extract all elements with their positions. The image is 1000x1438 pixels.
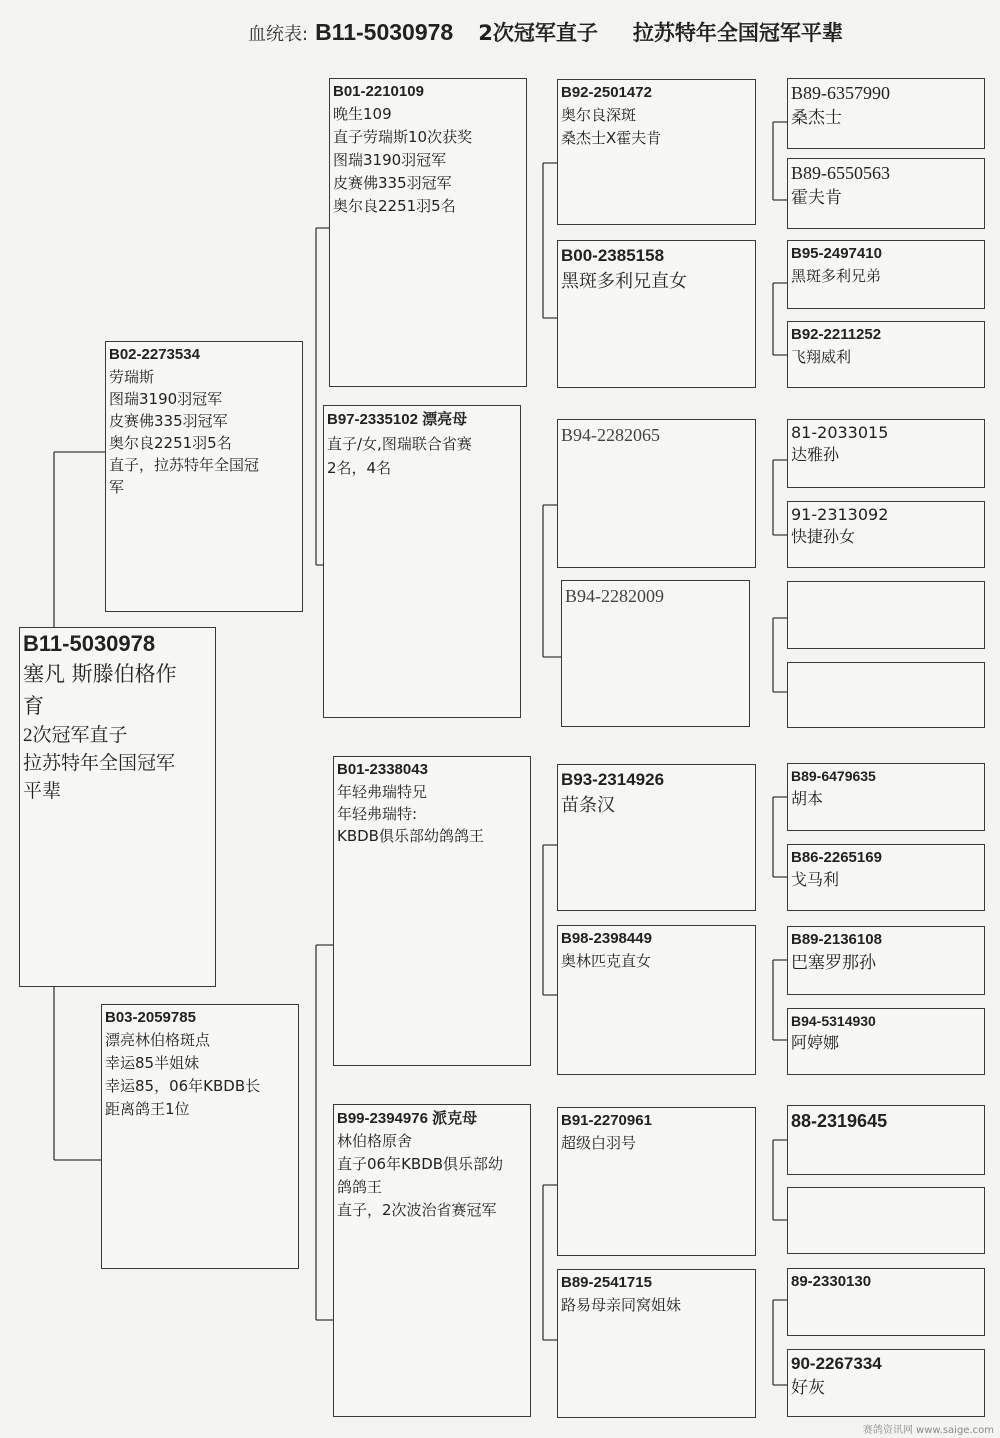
g3-box-4	[557, 764, 756, 911]
dam-line-1: 幸运85半姐妹	[105, 1054, 200, 1072]
g3-line-1-0: 黑斑多利兄直女	[561, 271, 687, 292]
g4-box-7	[787, 662, 985, 728]
dam-sire-ring: B01-2338043	[337, 761, 428, 778]
g4-ring-14: 89-2330130	[791, 1273, 872, 1290]
g3-box-1	[557, 240, 756, 388]
g4-ring-5: 91-2313092	[791, 505, 889, 524]
g4-box-11	[787, 1008, 985, 1075]
g4-box-1	[787, 158, 985, 229]
g4-ring-4: 81-2033015	[791, 423, 889, 442]
sire-dam-box	[323, 405, 521, 718]
g4-ring-2: B95-2497410	[791, 245, 882, 262]
dam-line-2: 幸运85，06年KBDB长	[105, 1077, 261, 1095]
g4-name-2: 黑斑多利兄弟	[791, 267, 882, 285]
g3-ring-6: B91-2270961	[561, 1112, 652, 1129]
sire-line-0: 劳瑞斯	[109, 368, 155, 386]
g4-ring-10: B89-2136108	[791, 931, 882, 948]
g4-box-10	[787, 926, 985, 995]
dam-dam-box	[333, 1104, 531, 1417]
watermark: 赛鸽资讯网 www.saige.com	[862, 1425, 994, 1436]
dam-line-3: 距离鸽王1位	[105, 1100, 190, 1118]
title-tag-2: 拉苏特年全国冠军平辈	[632, 21, 843, 45]
sire-sire-box	[329, 78, 527, 387]
g4-ring-11: B94-5314930	[791, 1013, 876, 1029]
dam-sire-line-0: 年轻弗瑞特兄	[337, 783, 428, 801]
g4-box-6	[787, 581, 985, 649]
g3-ring-7: B89-2541715	[561, 1274, 652, 1291]
g3-line-5-0: 奥林匹克直女	[561, 952, 652, 970]
g4-box-2	[787, 240, 985, 309]
sire-sire-line-0: 晚生109	[333, 105, 392, 123]
g3-box-3	[561, 580, 750, 727]
g4-ring-1: B89-6550563	[791, 163, 890, 183]
g4-ring-9: B86-2265169	[791, 849, 882, 866]
g4-name-4: 达雅孙	[791, 445, 840, 464]
g4-name-10: 巴塞罗那孙	[791, 953, 876, 973]
dam-dam-ring: B99-2394976 派克母	[337, 1110, 478, 1127]
dam-dam-line-2: 鸽鸽王	[337, 1178, 383, 1196]
g3-box-0	[557, 79, 756, 225]
g4-name-9: 戈马利	[791, 870, 840, 889]
sire-dam-line-0: 直子/女,图瑞联合省赛	[327, 435, 472, 453]
g3-line-0-1: 桑杰士X霍夫肯	[561, 129, 662, 147]
subject-box	[19, 627, 216, 987]
g4-box-13	[787, 1187, 985, 1254]
g4-box-9	[787, 844, 985, 911]
dam-dam-line-1: 直子06年KBDB俱乐部幼	[337, 1155, 504, 1173]
subject-line-3: 拉苏特年全国冠军	[23, 753, 176, 774]
sire-box	[105, 341, 303, 612]
dam-ring: B03-2059785	[105, 1009, 196, 1026]
sire-line-5: 军	[109, 478, 125, 496]
g3-ring-5: B98-2398449	[561, 930, 652, 947]
g4-name-3: 飞翔威利	[791, 348, 852, 366]
g4-box-0	[787, 78, 985, 149]
g3-line-7-0: 路易母亲同窝姐妹	[561, 1296, 682, 1314]
sire-line-2: 皮赛佛335羽冠军	[109, 412, 228, 430]
g4-box-5	[787, 501, 985, 568]
dam-sire-box	[333, 756, 531, 1066]
title-tag-1: 2次冠军直子	[478, 21, 598, 45]
g4-name-5: 快捷孙女	[791, 527, 856, 546]
g4-name-15: 好灰	[791, 1378, 825, 1398]
title-label: 血统表:	[248, 24, 309, 45]
dam-line-0: 漂亮林伯格斑点	[105, 1031, 211, 1049]
g3-ring-1: B00-2385158	[561, 246, 665, 265]
subject-ring: B11-5030978	[23, 631, 156, 656]
g4-name-8: 胡本	[791, 789, 824, 808]
g3-line-6-0: 超级白羽号	[561, 1134, 637, 1152]
sire-ring: B02-2273534	[109, 346, 200, 363]
pedigree-title	[248, 14, 988, 50]
dam-sire-line-2: KBDB俱乐部幼鸽鸽王	[337, 827, 484, 845]
sire-dam-ring: B97-2335102 漂亮母	[327, 411, 468, 428]
g3-ring-3: B94-2282009	[565, 586, 664, 606]
g3-ring-4: B93-2314926	[561, 770, 665, 789]
g4-ring-8: B89-6479635	[791, 768, 876, 784]
sire-sire-line-1: 直子劳瑞斯10次获奖	[333, 128, 473, 146]
g4-name-11: 阿婷娜	[791, 1033, 840, 1052]
dam-sire-line-1: 年轻弗瑞特:	[337, 805, 418, 823]
subject-line-0: 塞凡 斯滕伯格作	[23, 662, 177, 686]
sire-sire-line-2: 图瑞3190羽冠军	[333, 151, 447, 169]
g4-name-1: 霍夫肯	[791, 188, 842, 208]
g3-box-6	[557, 1107, 756, 1256]
g4-box-15	[787, 1349, 985, 1417]
sire-line-1: 图瑞3190羽冠军	[109, 390, 223, 408]
sire-sire-ring: B01-2210109	[333, 83, 424, 100]
sire-line-4: 直子，拉苏特年全国冠	[109, 456, 260, 474]
subject-line-4: 平辈	[23, 781, 62, 802]
g3-box-5	[557, 925, 756, 1075]
g3-line-0-0: 奥尔良深斑	[561, 106, 637, 124]
g4-box-4	[787, 419, 985, 488]
sire-sire-line-4: 奥尔良2251羽5名	[333, 197, 456, 215]
g4-box-14	[787, 1268, 985, 1336]
title-ring-number: B11-5030978	[315, 19, 454, 45]
sire-sire-line-3: 皮赛佛335羽冠军	[333, 174, 452, 192]
sire-line-3: 奥尔良2251羽5名	[109, 434, 232, 452]
g4-box-8	[787, 763, 985, 831]
g4-ring-12: 88-2319645	[791, 1111, 888, 1131]
g3-ring-2: B94-2282065	[561, 425, 660, 445]
g3-box-7	[557, 1269, 756, 1418]
g4-box-12	[787, 1105, 985, 1175]
g3-box-2	[557, 419, 756, 568]
g3-line-4-0: 苗条汉	[561, 795, 615, 816]
g4-ring-3: B92-2211252	[791, 326, 882, 343]
dam-box	[101, 1004, 299, 1269]
sire-dam-line-1: 2名，4名	[327, 459, 392, 477]
dam-dam-line-0: 林伯格原舍	[337, 1132, 413, 1150]
g3-ring-0: B92-2501472	[561, 84, 652, 101]
g4-ring-0: B89-6357990	[791, 83, 890, 103]
subject-line-2: 2次冠军直子	[23, 725, 128, 746]
subject-line-1: 育	[23, 694, 44, 718]
dam-dam-line-3: 直子，2次波治省赛冠军	[337, 1201, 497, 1219]
g4-name-0: 桑杰士	[791, 108, 842, 128]
g4-ring-15: 90-2267334	[791, 1354, 882, 1373]
g4-box-3	[787, 321, 985, 388]
